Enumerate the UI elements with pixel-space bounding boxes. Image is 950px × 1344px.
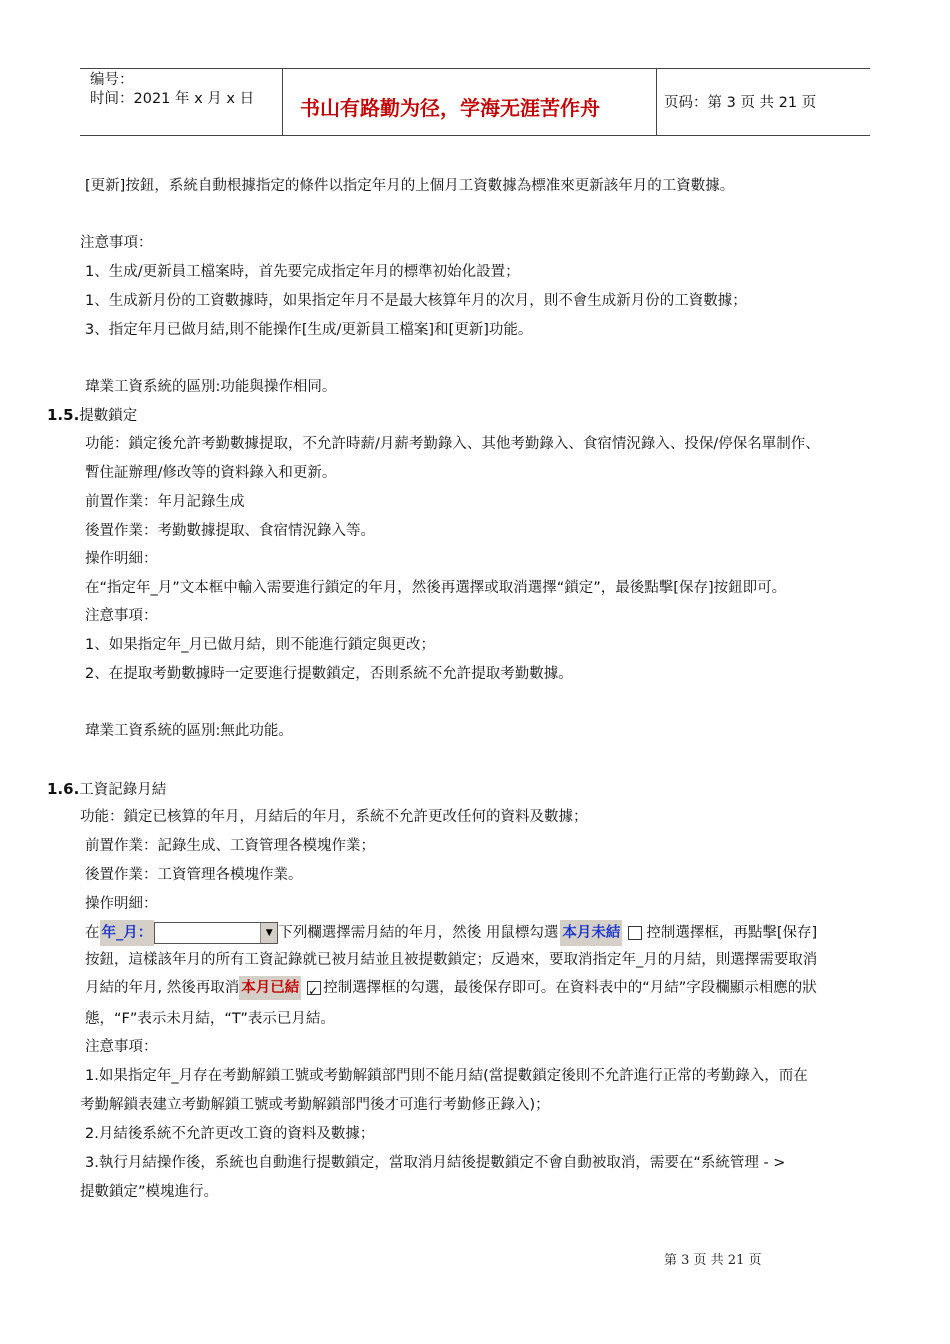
sec15-note-1: 1、如果指定年_月已做月結，則不能進行鎖定與更改； (85, 637, 435, 653)
diff-note-1: 瑋業工資系統的區別:功能與操作相同。 (85, 379, 337, 395)
month-not-closed-checkbox[interactable] (628, 926, 642, 940)
notes-title-1: 注意事項： (80, 235, 153, 251)
section-1-6-title: 工資記錄月結 (79, 782, 167, 798)
sec16-detail-line-1 (85, 920, 817, 946)
sec15-detail-title: 操作明細： (85, 551, 158, 567)
sec16-note-1a: 1.如果指定年_月存在考勤解鎖工號或考勤解鎖部門則不能月結(當提數鎖定後則不允許進行正常的考勤錄入，而在 (85, 1068, 808, 1084)
note-1-2: 1、生成新月份的工資數據時，如果指定年月不是最大核算年月的次月，則不會生成新月份的工資數據； (85, 293, 747, 309)
header-bottom-border (80, 135, 870, 136)
sec16-function: 功能：鎖定已核算的年月，月結后的年月，系統不允許更改任何的資料及數據； (80, 809, 588, 825)
sec16-note-3a: 3.執行月結操作後，系統也自動進行提數鎖定，當取消月結後提數鎖定不會自動被取消，需要在“系統管理 - > (85, 1155, 786, 1171)
diff-note-2: 瑋業工資系統的區別:無此功能。 (85, 723, 293, 739)
sec16-l1-text-c: 控制選擇框，再點擊[保存] (646, 925, 818, 941)
sec16-detail-title: 操作明細： (85, 896, 158, 912)
section-1-5-title: 提數鎖定 (79, 408, 138, 424)
page-footer: 第 3 页 共 21 页 (664, 1253, 762, 1268)
section-1-6-number: 1.6. (47, 780, 80, 798)
header-time-label: 时间：2021 年 x 月 x 日 (90, 91, 255, 107)
month-closed-label: 本月已結 (239, 976, 301, 1000)
update-paragraph: [更新]按鈕，系統自動根據指定的條件以指定年月的上個月工資數據為標准來更新該年月的工資數據。 (85, 178, 735, 194)
header-number-label: 编号： (90, 72, 134, 88)
sec16-note-2: 2.月結後系統不允許更改工資的資料及數據； (85, 1126, 375, 1142)
sec15-detail: 在“指定年_月”文本框中輸入需要進行鎖定的年月，然後再選擇或取消選擇“鎖定”，最後點擊[保存]按鈕即可。 (85, 580, 787, 596)
sec16-pre-job: 前置作業：記錄生成、工資管理各模塊作業； (85, 838, 375, 854)
month-not-closed-label: 本月未結 (560, 920, 622, 946)
dropdown-arrow-icon[interactable]: ▼ (260, 923, 277, 943)
sec15-function-b: 暫住証辦理/修改等的資料錄入和更新。 (85, 465, 337, 481)
sec15-note-2: 2、在提取考勤數據時一定要進行提數鎖定，否則系統不允許提取考勤數據。 (85, 666, 573, 682)
sec15-pre-job: 前置作業：年月記錄生成 (85, 494, 245, 510)
sec16-detail-line-2: 按鈕，這樣該年月的所有工資記錄就已被月結並且被提數鎖定；反過來，要取消指定年_月的月結，則選擇需要取消 (85, 952, 818, 968)
header-divider-1 (282, 68, 283, 136)
sec16-note-1b: 考勤解鎖表建立考勤解鎖工號或考勤解鎖部門後才可進行考勤修正錄入)； (80, 1097, 550, 1113)
section-1-5-heading (47, 406, 137, 425)
sec16-notes-title: 注意事項： (85, 1039, 158, 1055)
section-1-6-heading (47, 780, 166, 799)
note-1-1: 1、生成/更新員工檔案時，首先要完成指定年月的標準初始化設置； (85, 264, 520, 280)
sec15-post-job: 後置作業：考勤數據提取、食宿情況錄入等。 (85, 523, 375, 539)
header-top-border (80, 68, 870, 69)
sec16-l1-text-a: 在 (85, 925, 100, 941)
year-month-label: 年_月： (100, 920, 155, 946)
sec15-function-a: 功能：鎖定後允許考勤數據提取，不允許時薪/月薪考勤錄入、其他考勤錄入、食宿情況錄入、投保/停保名單制作、 (85, 436, 820, 452)
sec15-notes-title: 注意事項： (85, 608, 158, 624)
section-1-5-number: 1.5. (47, 406, 80, 424)
header-page-label: 页码：第 3 页 共 21 页 (664, 95, 817, 111)
sec16-l3-text-b: 控制選擇框的勾選，最後保存即可。在資料表中的“月結”字段欄顯示相應的狀 (323, 980, 817, 996)
sec16-l3-text-a: 月結的年月, 然後再取消 (85, 980, 240, 996)
sec16-note-3b: 提數鎖定”模塊進行。 (80, 1184, 219, 1200)
header-divider-2 (656, 68, 657, 136)
sec16-l1-text-b: 下列欄選擇需月結的年月，然後 用鼠標勾選 (278, 925, 559, 941)
year-month-select[interactable] (154, 922, 278, 944)
note-1-3: 3、指定年月已做月結,則不能操作[生成/更新員工檔案]和[更新]功能。 (85, 322, 533, 338)
sec16-detail-line-4: 態，“F”表示未月結，“T”表示已月結。 (85, 1011, 335, 1027)
header-motto: 书山有路勤为径，学海无涯苦作舟 (300, 96, 600, 120)
sec16-detail-line-3 (85, 976, 817, 1000)
sec16-post-job: 後置作業：工資管理各模塊作業。 (85, 867, 303, 883)
month-closed-checkbox[interactable] (307, 981, 321, 995)
